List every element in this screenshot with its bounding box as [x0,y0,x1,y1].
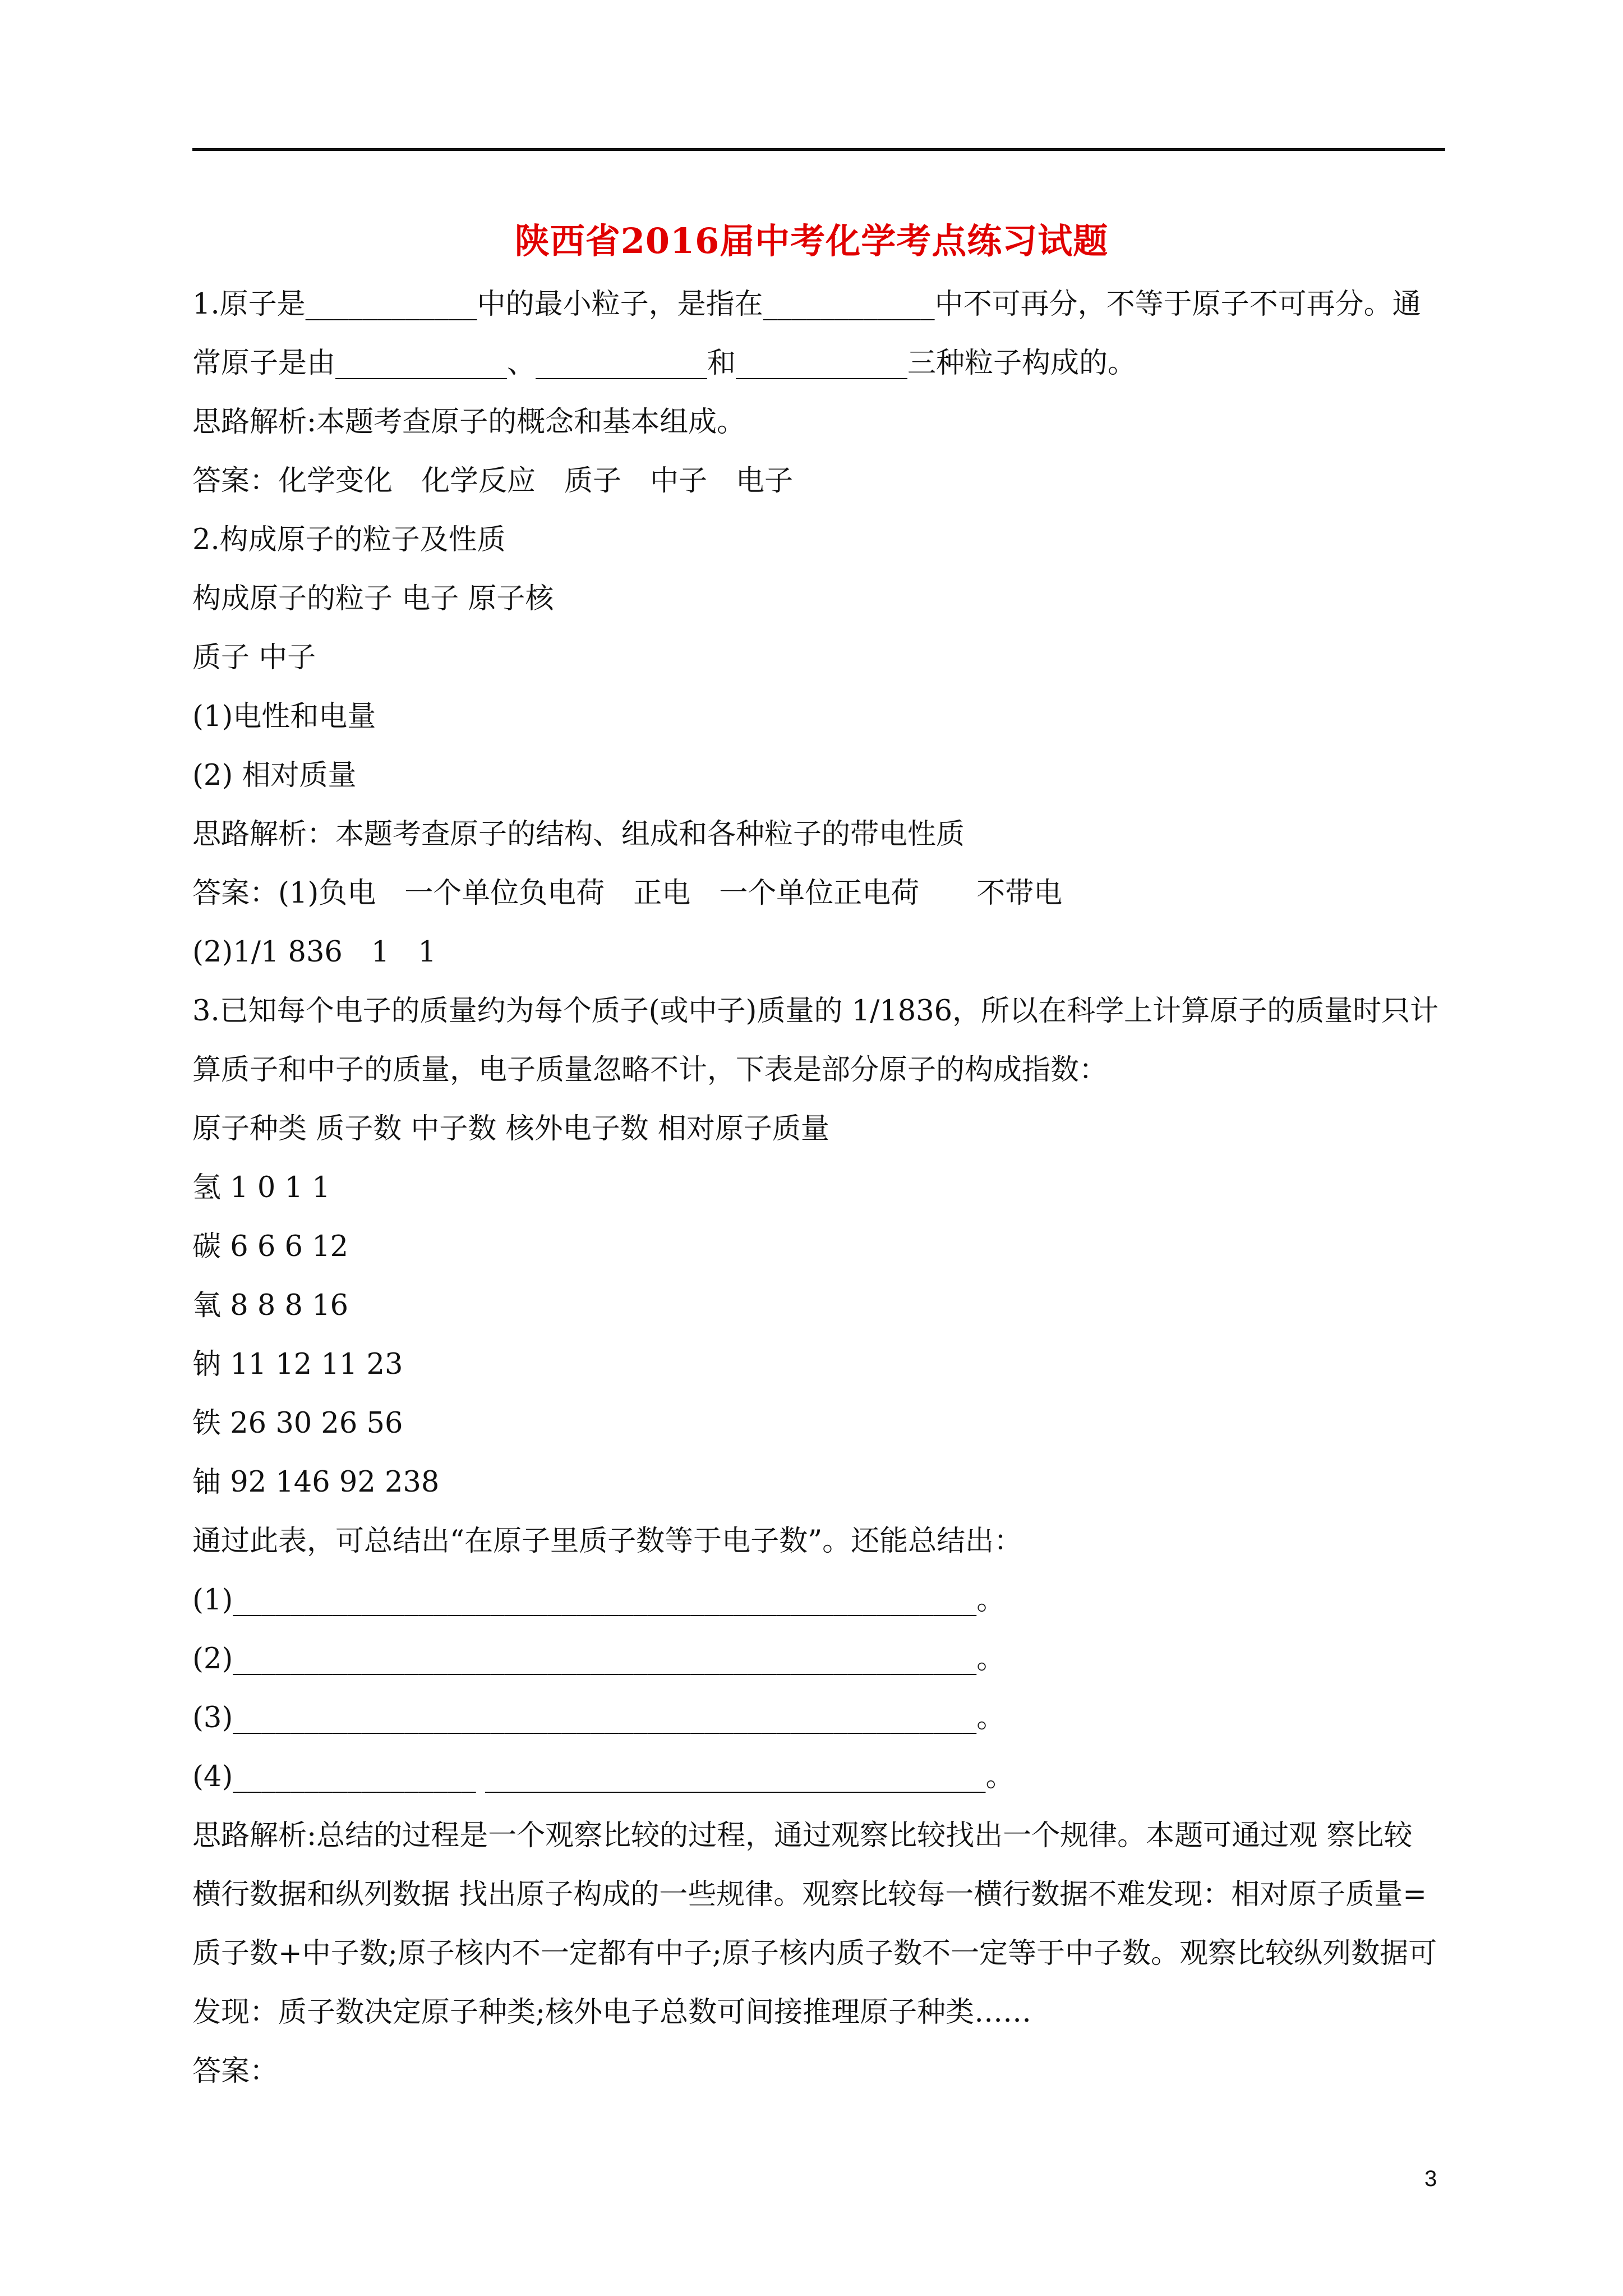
text-line: (1)电性和电量 [192,700,376,733]
text-line: 质子 中子 [192,641,316,674]
text-line: (2)1/1 836 1 1 [192,936,436,969]
text-line: (2) 相对质量 [192,759,357,792]
text-line: 常原子是由____________、____________和____________三种粒子构成的。 [192,347,1137,380]
page-number: 3 [1424,2166,1437,2191]
text-line: 质子数+中子数;原子核内不一定都有中子;原子核内质子数不一定等于中子数。观察比较纵列数据可 [192,1937,1437,1970]
table-row: 铀 92 146 92 238 [192,1466,440,1499]
text-line: 答案：(1)负电 一个单位负电荷 正电 一个单位正电荷 不带电 [192,877,1063,910]
table-row: 钠 11 12 11 23 [192,1348,403,1381]
blank-line: (1)____________________________________________________。 [192,1584,1006,1617]
text-line: 答案：化学变化 化学反应 质子 中子 电子 [192,464,794,498]
text-line: 构成原子的粒子 电子 原子核 [192,582,554,615]
blank-line: (3)____________________________________________________。 [192,1701,1006,1734]
table-header: 原子种类 质子数 中子数 核外电子数 相对原子质量 [192,1112,829,1145]
header-rule [192,148,1445,151]
table-row: 碳 6 6 6 12 [192,1230,349,1263]
document-title: 陕西省2016届中考化学考点练习试题 [514,220,1109,261]
text-line: 发现：质子数决定原子种类;核外电子总数可间接推理原子种类…… [192,1996,1032,2029]
text-line: 3.已知每个电子的质量约为每个质子(或中子)质量的 1/1836，所以在科学上计算原子的质量时只计 [192,995,1439,1028]
text-line: 2.构成原子的粒子及性质 [192,523,506,556]
text-line: 思路解析：本题考查原子的结构、组成和各种粒子的带电性质 [192,818,965,851]
text-line: 算质子和中子的质量，电子质量忽略不计，下表是部分原子的构成指数： [192,1053,1108,1087]
text-line: 横行数据和纵列数据 找出原子构成的一些规律。观察比较每一横行数据不难发现：相对原子质量= [192,1878,1427,1911]
text-line: 思路解析:本题考查原子的概念和基本组成。 [192,406,746,439]
text-line: 思路解析:总结的过程是一个观察比较的过程，通过观察比较找出一个规律。本题可通过观 察比较 [192,1819,1413,1852]
table-row: 氧 8 8 8 16 [192,1289,349,1322]
text-line: 1.原子是____________中的最小粒子，是指在____________中不可再分，不等于原子不可再分。通 [192,288,1421,321]
table-row: 铁 26 30 26 56 [192,1407,403,1440]
table-row: 氢 1 0 1 1 [192,1171,330,1204]
blank-line: (4)_________________ ___________________________________。 [192,1760,1015,1793]
text-line: 通过此表，可总结出“在原子里质子数等于电子数”。还能总结出： [192,1525,1023,1558]
text-line: 答案： [192,2055,279,2088]
blank-line: (2)____________________________________________________。 [192,1642,1006,1676]
